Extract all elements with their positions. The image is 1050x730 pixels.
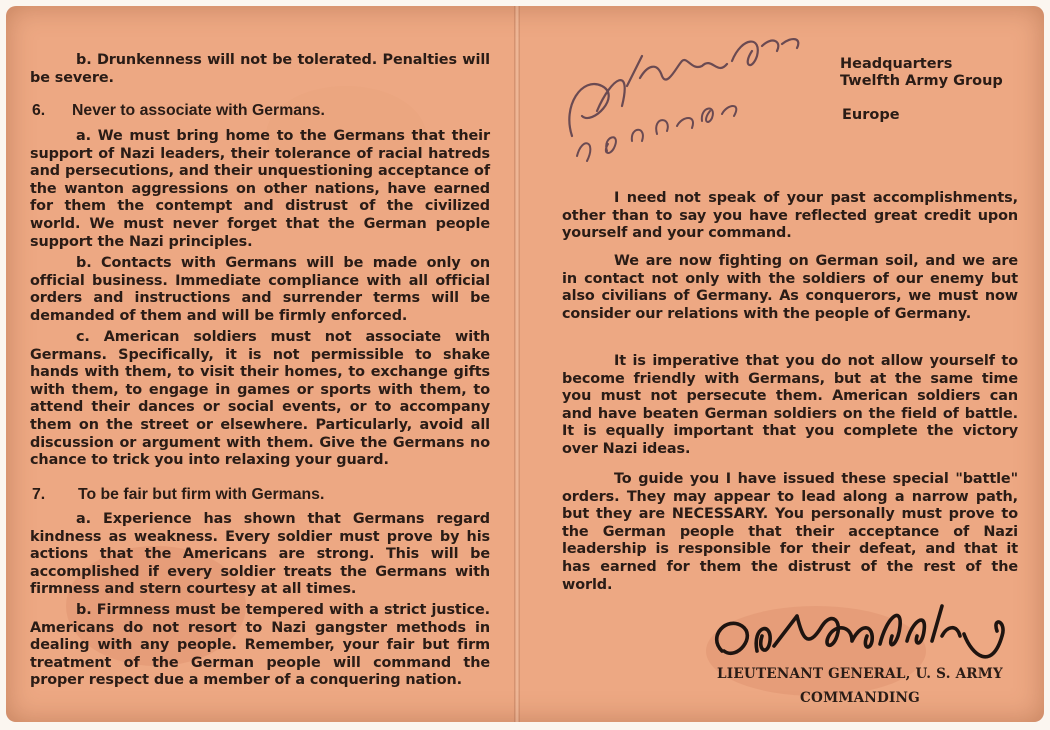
section-7-number: 7. [32, 486, 46, 503]
para-6b: b. Contacts with Germans will be made only on official business. Immediate compliance with all official orders and instructions and surrender terms will be demanded of them and will be firmly enforced. [30, 255, 490, 324]
right-page [562, 6, 1018, 722]
right-para-1: I need not speak of your past accomplishments, other than to say you have reflected great credit upon yourself and your command. [562, 190, 1018, 242]
section-7-title: To be fair but firm with Germans. [78, 486, 325, 503]
hq-line-3: Europe [842, 107, 900, 123]
para-drunkenness: b. Drunkenness will not be tolerated. Penalties will be severe. [30, 52, 490, 86]
para-7a: a. Experience has shown that Germans regard kindness as weakness. Every soldier must prove by his actions that the Americans are strong. This will be accomplished if every soldier treats the Germans with firmness and stern courtesy at all times. [30, 511, 490, 598]
hq-line-1: Headquarters [840, 56, 953, 72]
document-card [6, 6, 1044, 722]
section-7-heading [32, 486, 324, 504]
hq-line-2: Twelfth Army Group [840, 73, 1003, 89]
signature-block [702, 662, 1018, 710]
para-7b: b. Firmness must be tempered with a strict justice. Americans do not resort to Nazi gangster methods in dealing with any people. Remember, your fair but firm treatment of the German people will command the proper respect due a member of a conquering nation. [30, 602, 490, 689]
section-6-number: 6. [32, 102, 46, 119]
rank-line: LIEUTENANT GENERAL, U. S. ARMY [717, 666, 1003, 682]
right-para-2: We are now fighting on German soil, and we are in contact not only with the soldiers of our enemy but also civilians of Germany. As conquerors, we must now consider our relations with the people of Germany. [562, 253, 1018, 322]
right-para-3: It is imperative that you do not allow yourself to become friendly with Germans, but at the same time you must not persecute them. American soldiers can and have beaten German soldiers on the field of battle. It is equally important that you complete the victory over Nazi ideas. [562, 353, 1018, 457]
para-6c: c. American soldiers must not associate with Germans. Specifically, it is not permissible to shake hands with them, to visit their homes, to exchange gifts with them, to engage in games or sports with them, to attend their dances or social events, or to accompany them on the street or elsewhere. Particularly, avoid all discussion or argument with them. Give the Germans no chance to trick you into relaxing your guard. [30, 329, 490, 469]
handwritten-name-number [552, 16, 822, 166]
left-page [30, 6, 492, 722]
headquarters-block [840, 56, 1003, 124]
section-6-title: Never to associate with Germans. [72, 102, 325, 119]
para-6a: a. We must bring home to the Germans that their support of Nazi leaders, their tolerance of racial hatreds and persecutions, and their unquestioning acceptance of the wanton aggressions on other nations, have earned for them the contempt and distrust of the civilized world. We must never forget that the German people support the Nazi principles. [30, 128, 490, 250]
role-line: COMMANDING [800, 690, 920, 706]
right-para-4: To guide you I have issued these special "battle" orders. They may appear to lead along a narrow path, but they are NECESSARY. You personally must prove to the German people that their acceptance of Nazi leadership is responsible for their defeat, and that it has earned for them the distrust of the rest of the world. [562, 471, 1018, 593]
center-fold [514, 6, 520, 722]
section-6-heading [32, 102, 325, 120]
